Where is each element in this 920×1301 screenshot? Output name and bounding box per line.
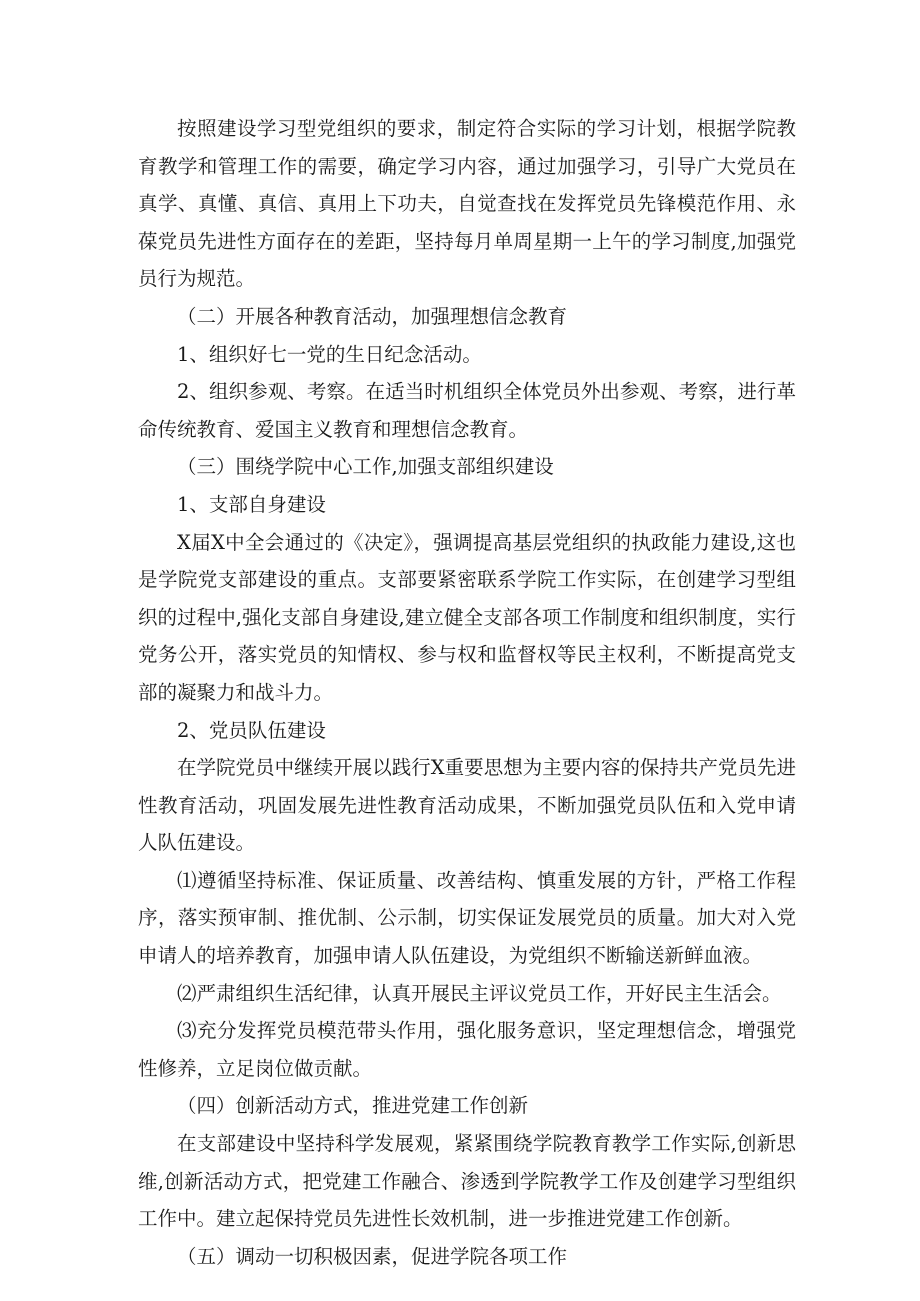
subsection-heading: 1、支部自身建设: [177, 492, 326, 516]
section-heading-4: （四）创新活动方式，推进党建工作创新: [177, 1094, 529, 1118]
paragraph-study-plan: 按照建设学习型党组织的要求，制定符合实际的学习计划，根据学院教育教学和管理工作的需要，确定学习内容，通过加强学习，引导广大党员在真学、真懂、真信、真用上下功夫，自觉查找在发挥党员先锋模范作用、永葆党员先进性方面存在的差距，坚持每月单周星期一上午的学习制度,加强党员行为规范。: [138, 117, 796, 291]
document-body: [138, 110, 796, 1275]
paragraph-member-team: 在学院党员中继续开展以践行X重要思想为主要内容的保持共产党员先进性教育活动，巩固发展先进性教育活动成果，不断加强党员队伍和入党申请人队伍建设。: [138, 756, 796, 855]
section-heading-5: （五）调动一切积极因素，促进学院各项工作: [177, 1244, 568, 1268]
list-item: 1、组织好七一党的生日纪念活动。: [177, 342, 482, 366]
subsection-heading: 2、党员队伍建设: [177, 718, 326, 742]
paragraph-innovation: 在支部建设中坚持科学发展观，紧紧围绕学院教育教学工作实际,创新思维,创新活动方式，把党建工作融合、渗透到学院教学工作及创建学习型组织工作中。建立起保持党员先进性长效机制，进一步推进党建工作创新。: [138, 1132, 796, 1231]
list-item: 2、组织参观、考察。在适当时机组织全体党员外出参观、考察，进行革命传统教育、爱国主义教育和理想信念教育。: [138, 380, 796, 441]
section-heading-3: （三）围绕学院中心工作,加强支部组织建设: [177, 455, 554, 479]
paragraph-branch-building: X届X中全会通过的《决定》，强调提高基层党组织的执政能力建设,这也是学院党支部建设的重点。支部要紧密联系学院工作实际，在创建学习型组织的过程中,强化支部自身建设,建立健全支部各项工作制度和组织制度，实行党务公开，落实党员的知情权、参与权和监督权等民主权利，不断提高党支部的凝聚力和战斗力。: [138, 530, 796, 704]
list-item: ⑵严肃组织生活纪律，认真开展民主评议党员工作，开好民主生活会。: [177, 981, 782, 1005]
list-item: ⑶充分发挥党员模范带头作用，强化服务意识，坚定理想信念，增强党性修养，立足岗位做贡献。: [138, 1019, 796, 1080]
list-item: ⑴遵循坚持标准、保证质量、改善结构、慎重发展的方针，严格工作程序，落实预审制、推优制、公示制，切实保证发展党员的质量。加大对入党申请人的培养教育，加强申请人队伍建设，为党组织不断输送新鲜血液。: [138, 868, 796, 968]
section-heading-2: （二）开展各种教育活动，加强理想信念教育: [177, 304, 568, 328]
